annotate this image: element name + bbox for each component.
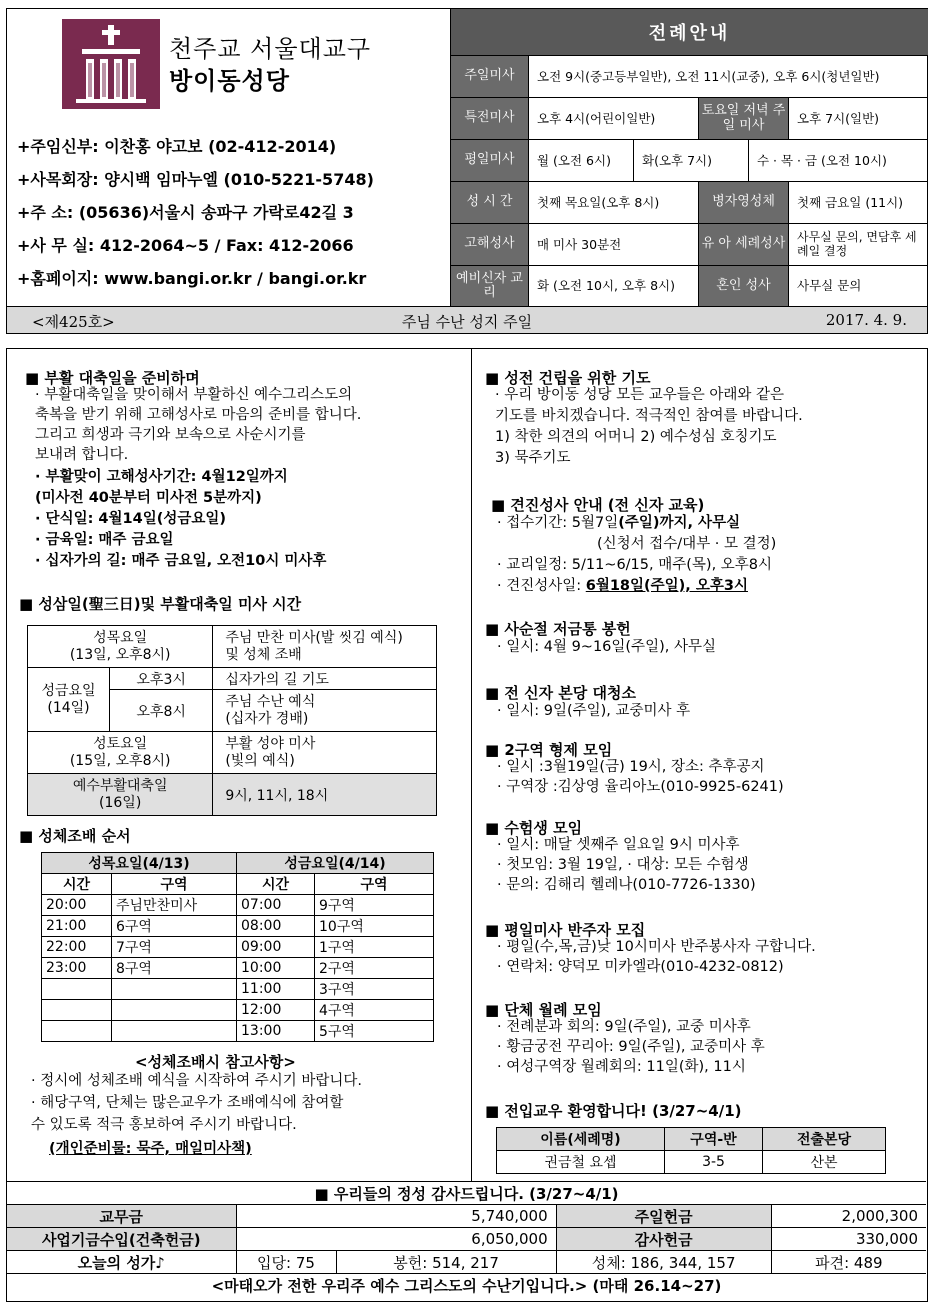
fri-day: 성금요일 <box>41 682 96 699</box>
cell: 산본 <box>763 1151 886 1174</box>
cell: 7구역 <box>112 937 237 958</box>
hymns-label: 오늘의 성가♪ <box>7 1251 236 1274</box>
sunday-name: 주님 수난 성지 주일 <box>401 313 533 331</box>
parish-info-panel <box>7 9 450 306</box>
cell <box>42 979 112 1000</box>
church-building-line: · 우리 방이동 성당 모든 교우들은 아래와 같은 <box>495 387 784 403</box>
col-name: 이름(세례명) <box>497 1128 665 1151</box>
confirmation-title: ■ 견진성사 안내 (전 신자 교육) <box>491 496 705 514</box>
adoration-note: · 해당구역, 단체는 많은교우가 조배예식에 참여할 <box>31 1095 344 1111</box>
fri-desc-2: (십자가 경배) <box>225 710 309 727</box>
cell: 5구역 <box>315 1021 434 1042</box>
cell: 21:00 <box>42 916 112 937</box>
table-row <box>42 937 434 958</box>
newcomer-title: ■ 전입교우 환영합니다! (3/27~4/1) <box>485 1102 742 1120</box>
thu-day: 성목요일 <box>93 629 148 646</box>
wedding-value: 사무실 문의 <box>789 266 928 306</box>
offerings-table <box>7 1181 926 1297</box>
table-row <box>42 895 434 916</box>
fasting-day: · 단식일: 4월14일(성금요일) <box>35 511 226 527</box>
catechumen-label: 예비신자 교 리 <box>451 266 529 306</box>
hymn-communion: 성체: 186, 344, 157 <box>556 1251 771 1274</box>
cell <box>112 979 237 1000</box>
sunday-mass-label: 주일미사 <box>451 56 529 97</box>
sick-communion-value: 첫째 금요일 (11시) <box>789 182 928 223</box>
cell: 3구역 <box>315 979 434 1000</box>
confirmation-date-label: · 견진성사일: <box>497 578 586 594</box>
adoration-title: ■ 성체조배 순서 <box>19 827 131 845</box>
monthly-meeting-line: · 전례분과 회의: 9일(주일), 교중 미사후 <box>497 1019 751 1035</box>
table-row <box>42 1000 434 1021</box>
fri-adoration-header: 성금요일(4/14) <box>237 853 434 874</box>
cell: 10구역 <box>315 916 434 937</box>
cell: 23:00 <box>42 958 112 979</box>
hymn-recessional: 파견: 489 <box>771 1251 926 1274</box>
adoration-table <box>41 852 434 1042</box>
saturday-mass-label: 토요일 저녁 주일 미사 <box>699 98 789 139</box>
fri-desc-1: 십자가의 길 기도 <box>213 668 437 690</box>
students-title: ■ 수험생 모임 <box>485 819 583 837</box>
cell: 07:00 <box>237 895 315 916</box>
cell: 22:00 <box>42 937 112 958</box>
parish-name: 방이동성당 <box>169 66 290 95</box>
fri-time-1: 오후3시 <box>110 668 213 690</box>
wedding-label: 혼인 성사 <box>699 266 789 306</box>
col-area: 구역 <box>112 874 237 895</box>
confession-hours: (미사전 40분부터 미사전 5분까지) <box>35 490 262 506</box>
abstinence-day: · 금육일: 매주 금요일 <box>35 532 174 548</box>
hymn-entry: 입당: 75 <box>236 1251 336 1274</box>
easter-prep-title: ■ 부활 대축일을 준비하며 <box>25 369 200 387</box>
easter-prep-line: · 부활대축일을 맞이해서 부활하신 예수그리스도의 <box>35 387 353 403</box>
thanksgiving-offering-label: 감사헌금 <box>556 1228 771 1251</box>
sat-time: (15일, 오후8시) <box>69 752 171 769</box>
special-mass-value: 오후 4시(어린이일반) <box>529 98 699 139</box>
cell: 12:00 <box>237 1000 315 1021</box>
liturgy-title: 전례안내 <box>451 9 928 55</box>
students-line: · 문의: 김해리 헬레나(010-7726-1330) <box>497 877 756 893</box>
cell: 4구역 <box>315 1000 434 1021</box>
holyhour-label: 성 시 간 <box>451 182 529 223</box>
monthly-meeting-title: ■ 단체 월례 모임 <box>485 1001 602 1019</box>
dues-value: 5,740,000 <box>236 1205 556 1228</box>
table-row <box>42 916 434 937</box>
issue-number: <제425호> <box>32 313 115 331</box>
cell: 9구역 <box>315 895 434 916</box>
adoration-prep-items: (개인준비물: 묵주, 매일미사책) <box>49 1141 252 1157</box>
triduum-table <box>27 625 437 816</box>
easter-day: 예수부활대축일 <box>72 777 168 794</box>
table-row <box>42 979 434 1000</box>
dues-label: 교무금 <box>7 1205 236 1228</box>
diocese-name: 천주교 서울대교구 <box>169 35 372 63</box>
adoration-note: · 정시에 성체조배 예식을 시작하여 주시기 바랍니다. <box>31 1073 363 1089</box>
catechumen-value: 화 (오전 10시, 오후 8시) <box>529 266 699 306</box>
liturgy-panel <box>450 9 927 306</box>
confirmation-schedule: · 교리일정: 5/11~6/15, 매주(목), 오후8시 <box>497 557 773 573</box>
easter-prep-line: 축복을 받기 위해 고해성사로 마음의 준비를 합니다. <box>35 407 362 423</box>
confirmation-period: · 접수기간: 5월7일 <box>497 515 619 531</box>
liturgy-row-special <box>451 97 928 139</box>
table-row <box>42 1021 434 1042</box>
cell <box>42 1021 112 1042</box>
saturday-mass-value: 오후 7시(일반) <box>789 98 928 139</box>
cell: 6구역 <box>112 916 237 937</box>
hymn-offertory: 봉헌: 514, 217 <box>336 1251 556 1274</box>
thu-desc: 주님 만찬 미사(발 씻김 예식) <box>225 629 403 646</box>
church-building-line: 1) 착한 의견의 어머니 2) 예수성심 호칭기도 <box>495 429 777 445</box>
accompanist-title: ■ 평일미사 반주자 모집 <box>485 921 646 939</box>
liturgy-row-holyhour <box>451 181 928 223</box>
cell: 13:00 <box>237 1021 315 1042</box>
homepage-info[interactable]: +홈페이지: www.bangi.or.kr / bangi.or.kr <box>17 269 367 288</box>
col-zone: 구역-반 <box>665 1128 763 1151</box>
cell: 2구역 <box>315 958 434 979</box>
lent-box-title: ■ 사순절 저금통 봉헌 <box>485 620 631 638</box>
confirmation-date: 6월18일(주일), 오후3시 <box>585 578 748 594</box>
zone2-line: · 일시 :3월19일(금) 19시, 장소: 추후공지 <box>497 759 765 775</box>
holyhour-value: 첫째 목요일(오후 8시) <box>529 182 699 223</box>
cell: 주님만찬미사 <box>112 895 237 916</box>
cell: 3-5 <box>665 1151 763 1174</box>
adoration-note: 수 있도록 적극 홍보하여 주시기 바랍니다. <box>31 1117 297 1133</box>
parish-logo-icon <box>62 19 160 109</box>
confession-period: · 부활맞이 고해성사기간: 4월12일까지 <box>35 469 288 485</box>
stations-of-cross: · 십자가의 길: 매주 금요일, 오전10시 미사후 <box>35 553 327 569</box>
cell: 11:00 <box>237 979 315 1000</box>
cell: 10:00 <box>237 958 315 979</box>
accompanist-line: · 평일(수,목,금)낮 10시미사 반주봉사자 구합니다. <box>497 939 816 955</box>
special-mass-label: 특전미사 <box>451 98 529 139</box>
fri-time-2: 오후8시 <box>110 690 213 732</box>
cell: 8구역 <box>112 958 237 979</box>
sick-communion-label: 병자영성체 <box>699 182 789 223</box>
table-row <box>497 1151 886 1174</box>
cell: 권금철 요셉 <box>497 1151 665 1174</box>
office-info: +사 무 실: 412-2064~5 / Fax: 412-2066 <box>17 236 354 255</box>
weekday-mass-tue: 화(오후 7시) <box>634 140 749 181</box>
newcomer-table <box>496 1127 886 1174</box>
zone2-title: ■ 2구역 형제 모임 <box>485 741 613 759</box>
sunday-offering-value: 2,000,300 <box>771 1205 926 1228</box>
bulletin-header <box>6 8 928 334</box>
table-row <box>42 958 434 979</box>
fri-desc-2: 주님 수난 예식 <box>225 693 316 710</box>
cell: 20:00 <box>42 895 112 916</box>
students-line: · 일시: 매달 셋째주 일요일 9시 미사후 <box>497 837 740 853</box>
council-info: +사목회장: 양시백 임마누엘 (010-5221-5748) <box>17 170 374 189</box>
building-fund-value: 6,050,000 <box>236 1228 556 1251</box>
infant-baptism-value: 사무실 문의, 면담후 세례일 결정 <box>789 224 928 265</box>
liturgy-row-catechumen <box>451 265 928 306</box>
students-line: · 첫모임: 3월 19일, · 대상: 모든 수험생 <box>497 857 749 873</box>
col-parish: 전출본당 <box>763 1128 886 1151</box>
col-time: 시간 <box>42 874 112 895</box>
pastor-info: +주임신부: 이찬홍 야고보 (02-412-2014) <box>17 137 337 156</box>
cleaning-line: · 일시: 9일(주일), 교중미사 후 <box>497 703 691 719</box>
weekday-mass-wed-fri: 수 · 목 · 금 (오전 10시) <box>749 140 928 181</box>
col-time: 시간 <box>237 874 315 895</box>
column-divider <box>471 349 472 1181</box>
bulletin-body <box>6 348 928 1302</box>
sat-desc: (빛의 예식) <box>225 752 295 769</box>
offerings-title: ■ 우리들의 정성 감사드립니다. (3/27~4/1) <box>7 1182 926 1205</box>
gospel-footer: <마태오가 전한 우리주 예수 그리스도의 수난기입니다.> (마태 26.14~27) <box>7 1274 926 1297</box>
thu-time: (13일, 오후8시) <box>69 646 171 663</box>
col-area: 구역 <box>315 874 434 895</box>
confession-label: 고해성사 <box>451 224 529 265</box>
liturgy-row-weekday <box>451 139 928 181</box>
monthly-meeting-line: · 여성구역장 월례회의: 11일(화), 11시 <box>497 1059 746 1075</box>
adoration-notes-title: <성체조배시 참고사항> <box>135 1053 296 1071</box>
address-info: +주 소: (05636)서울시 송파구 가락로42길 3 <box>17 203 354 222</box>
church-building-title: ■ 성전 건립을 위한 기도 <box>485 369 651 387</box>
easter-times: 9시, 11시, 18시 <box>213 774 437 816</box>
easter-date: (16일) <box>99 794 142 811</box>
thanksgiving-offering-value: 330,000 <box>771 1228 926 1251</box>
cell <box>112 1000 237 1021</box>
weekday-mass-mon: 월 (오전 6시) <box>529 140 634 181</box>
zone2-line: · 구역장 :김상영 율리아노(010-9925-6241) <box>497 779 784 795</box>
weekday-mass-label: 평일미사 <box>451 140 529 181</box>
building-fund-label: 사업기금수입(건축헌금) <box>7 1228 236 1251</box>
church-building-line: 3) 묵주기도 <box>495 450 571 466</box>
sat-desc: 부활 성야 미사 <box>225 735 316 752</box>
church-building-line: 기도를 바치겠습니다. 적극적인 참여를 바랍니다. <box>495 408 803 424</box>
accompanist-line: · 연락처: 양덕모 미카엘라(010-4232-0812) <box>497 959 784 975</box>
thu-desc: 및 성체 조배 <box>225 646 302 663</box>
confession-value: 매 미사 30분전 <box>529 224 699 265</box>
sunday-mass-value: 오전 9시(중고등부일반), 오전 11시(교중), 오후 6시(청년일반) <box>529 56 928 97</box>
issue-date: 2017. 4. 9. <box>825 311 907 329</box>
cell: 08:00 <box>237 916 315 937</box>
cleaning-title: ■ 전 신자 본당 대청소 <box>485 684 636 702</box>
confirmation-period-end: (주일)까지, 사무실 <box>618 515 741 531</box>
monthly-meeting-line: · 황금궁전 꾸리아: 9일(주일), 교중미사 후 <box>497 1039 765 1055</box>
liturgy-row-confession <box>451 223 928 265</box>
fri-date: (14일) <box>47 699 90 716</box>
triduum-title: ■ 성삼일(聖三日)및 부활대축일 미사 시간 <box>19 595 302 613</box>
lent-box-line: · 일시: 4월 9~16일(주일), 사무실 <box>497 639 716 655</box>
sat-day: 성토요일 <box>93 735 148 752</box>
easter-prep-line: 그리고 희생과 극기와 보속으로 사순시기를 <box>35 427 306 443</box>
sunday-offering-label: 주일헌금 <box>556 1205 771 1228</box>
issue-bar <box>7 306 927 333</box>
confirmation-docs: (신청서 접수/대부 · 모 결정) <box>597 536 777 552</box>
thu-adoration-header: 성목요일(4/13) <box>42 853 237 874</box>
cell <box>42 1000 112 1021</box>
liturgy-row-sunday <box>451 55 928 97</box>
cell: 1구역 <box>315 937 434 958</box>
cell <box>112 1021 237 1042</box>
easter-prep-line: 보내려 합니다. <box>35 447 129 463</box>
infant-baptism-label: 유 아 세례성사 <box>699 224 789 265</box>
cell: 09:00 <box>237 937 315 958</box>
